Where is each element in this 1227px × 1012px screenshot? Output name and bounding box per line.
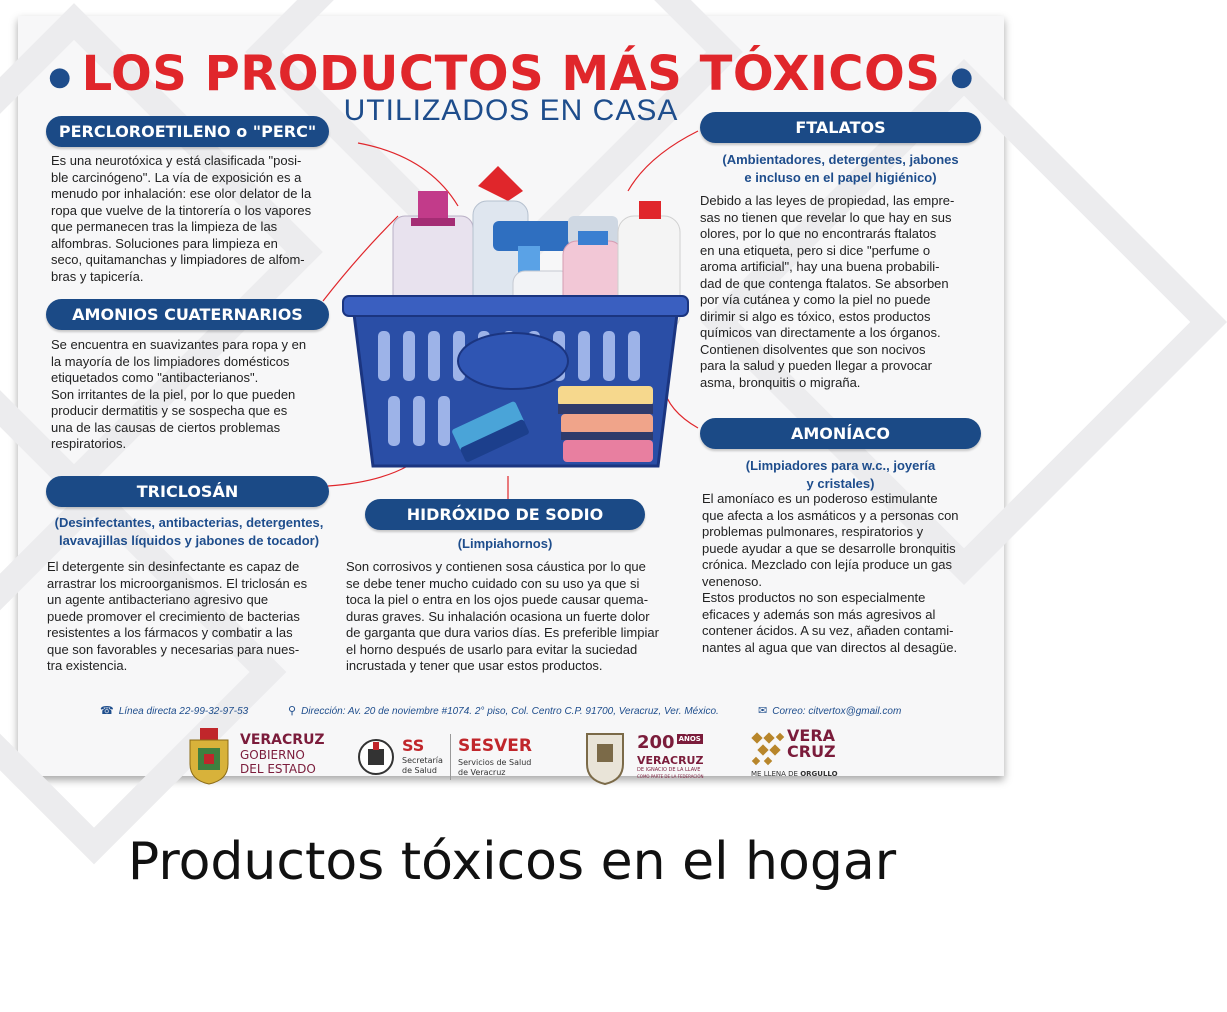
coat-of-arms-icon <box>186 728 232 784</box>
footer-email-text: Correo: citvertox@gmail.com <box>772 706 902 717</box>
section-title-ftalatos: FTALATOS <box>700 112 981 143</box>
tagline-part-b: ORGULLO <box>800 770 838 778</box>
ss-emblem-icon <box>358 734 394 780</box>
logo-200-line1: DE IGNACIO DE LA LLAVE <box>637 767 701 773</box>
footer-email <box>758 704 901 717</box>
logo-gobierno-line1: VERACRUZ <box>240 732 325 748</box>
logo-sesver-line2: de Veracruz <box>458 768 506 777</box>
logo-veracruz-line2: CRUZ <box>787 742 836 761</box>
logo-gobierno-veracruz <box>186 728 326 788</box>
image-caption: Productos tóxicos en el hogar <box>127 832 897 892</box>
section-title-hidroxido: HIDRÓXIDO DE SODIO <box>365 499 645 530</box>
envelope-icon: ✉ <box>758 705 768 717</box>
footer-phone <box>100 704 248 717</box>
section-body-perc: Es una neurotóxica y está clasificada "posi- ble carcinógeno". La vía de exposición es a menudo por inhalación: ese olor delator de la ropa que vuelve de la tintorería o los vapores que permanecen tras la limpieza de las alfombras. Soluciones para limpieza en seco, quitamanchas y limpiadores de alfom- bras y tapicería. <box>51 153 312 284</box>
section-title-amonios: AMONIOS CUATERNARIOS <box>46 299 329 330</box>
section-subtitle-hidroxido: (Limpiahornos) <box>457 536 553 551</box>
logo-veracruz-tagline <box>751 770 838 778</box>
logo-veracruz-me-llena <box>751 728 851 788</box>
section-title-amoniaco: AMONÍACO <box>700 418 981 449</box>
section-body-triclosan: El detergente sin desinfectante es capaz de arrastrar los microorganismos. El triclosán es un agente antibacteriano agresivo que puede promover el crecimiento de bacterias resistentes a los fármacos y combatir a las que son favorables y necesarias para nues- tra existencia. <box>47 559 308 673</box>
bullet-dot-icon: ● <box>48 62 72 92</box>
logo-divider <box>450 734 451 780</box>
logo-ss-line1: Secretaría <box>402 756 443 765</box>
section-subtitle-amoniaco: (Limpiadores para w.c., joyería y cristales) <box>745 458 936 491</box>
logo-200-name: VERACRUZ <box>637 754 704 767</box>
section-body-amoniaco: El amoníaco es un poderoso estimulante que afecta a los asmáticos y a personas con problemas pulmonares, respiratorios y puede ayudar a que se desarrolle bronquitis crónica. Mezclado con lejía produce un gas venenoso. Estos productos no son especialmente eficaces y además son más agresivos al contener ácidos. A su vez, añaden contami- nantes al agua que van directos al desagüe. <box>702 491 959 655</box>
logo-ss-abbr: SS <box>402 736 425 755</box>
logo-gobierno-line2: GOBIERNO <box>240 748 305 762</box>
section-subtitle-triclosan: (Desinfectantes, antibacterias, detergentes, lavavajillas líquidos y jabones de tocador) <box>54 515 324 548</box>
section-subtitle-ftalatos: (Ambientadores, detergentes, jabones e incluso en el papel higiénico) <box>722 152 959 185</box>
logo-veracruz-line1: VERA <box>787 726 836 745</box>
footer-address-text: Dirección: Av. 20 de noviembre #1074. 2° piso, Col. Centro C.P. 91700, Veracruz, Ver. México. <box>301 706 719 717</box>
phone-icon: ☎ <box>100 705 114 717</box>
footer-address <box>288 704 719 717</box>
footer-phone-text: Línea directa 22-99-32-97-53 <box>118 706 249 717</box>
title-text: LOS PRODUCTOS MÁS TÓXICOS <box>81 46 941 102</box>
logo-200-suffix: AÑOS <box>678 735 701 743</box>
location-pin-icon: ⚲ <box>288 705 297 717</box>
section-title-perc: PERCLOROETILENO o "PERC" <box>46 116 329 147</box>
section-body-amonios: Se encuentra en suavizantes para ropa y en la mayoría de los limpiadores domésticos etiquetados como "antibacterianos". Son irritantes de la piel, por lo que pueden producir dermatitis y se sospecha que es una de las causas de ciertos problemas respiratorios. <box>51 337 307 451</box>
logo-200-anios <box>583 728 733 788</box>
commemorative-seal-icon <box>583 728 627 784</box>
bullet-dot-icon: ● <box>950 62 974 92</box>
logo-ss-line2: de Salud <box>402 766 437 775</box>
logo-sesver-line1: Servicios de Salud <box>458 758 532 767</box>
cleaning-basket-illustration <box>323 146 708 481</box>
poster <box>18 16 1004 779</box>
logo-200-number: 200 <box>637 732 675 753</box>
section-body-ftalatos: Debido a las leyes de propiedad, las empre- sas no tienen que revelar lo que hay en sus olores, por lo que no encontrarás ftalatos en una etiqueta, pero si dice "perfume o aroma artificial", hay una buena probabili- dad de que contenga ftalatos. Se absorben por vía cutánea y como la piel no puede dirimir si algo es tóxico, estos productos químicos van directamente a los órganos. Contienen disolventes que son nocivos para la salud y pueden llegar a provocar asma, bronquitis o migraña. <box>700 193 955 390</box>
tagline-part-a: ME LLENA DE <box>751 770 801 778</box>
logo-ss-sesver <box>358 728 548 788</box>
logo-200-number-row <box>637 732 703 753</box>
poster-subtitle: UTILIZADOS EN CASA <box>343 94 679 127</box>
logo-sesver-title: SESVER <box>458 736 532 756</box>
logo-200-line2: COMO PARTE DE LA FEDERACIÓN <box>637 774 704 779</box>
section-body-hidroxido: Son corrosivos y contienen sosa cáustica por lo que se debe tener mucho cuidado con su uso ya que si toca la piel o entra en los ojos puede causar quema- duras graves. Su inhalación ocasiona un fuerte dolor de garganta que dura varios días. Es preferible limpiar el horno después de usarlo para evitar la suciedad incrustada y tener que usar estos productos. <box>346 559 659 673</box>
logo-gobierno-line3: DEL ESTADO <box>240 762 316 776</box>
veracruz-pattern-icon <box>751 732 785 766</box>
section-title-triclosan: TRICLOSÁN <box>46 476 329 507</box>
